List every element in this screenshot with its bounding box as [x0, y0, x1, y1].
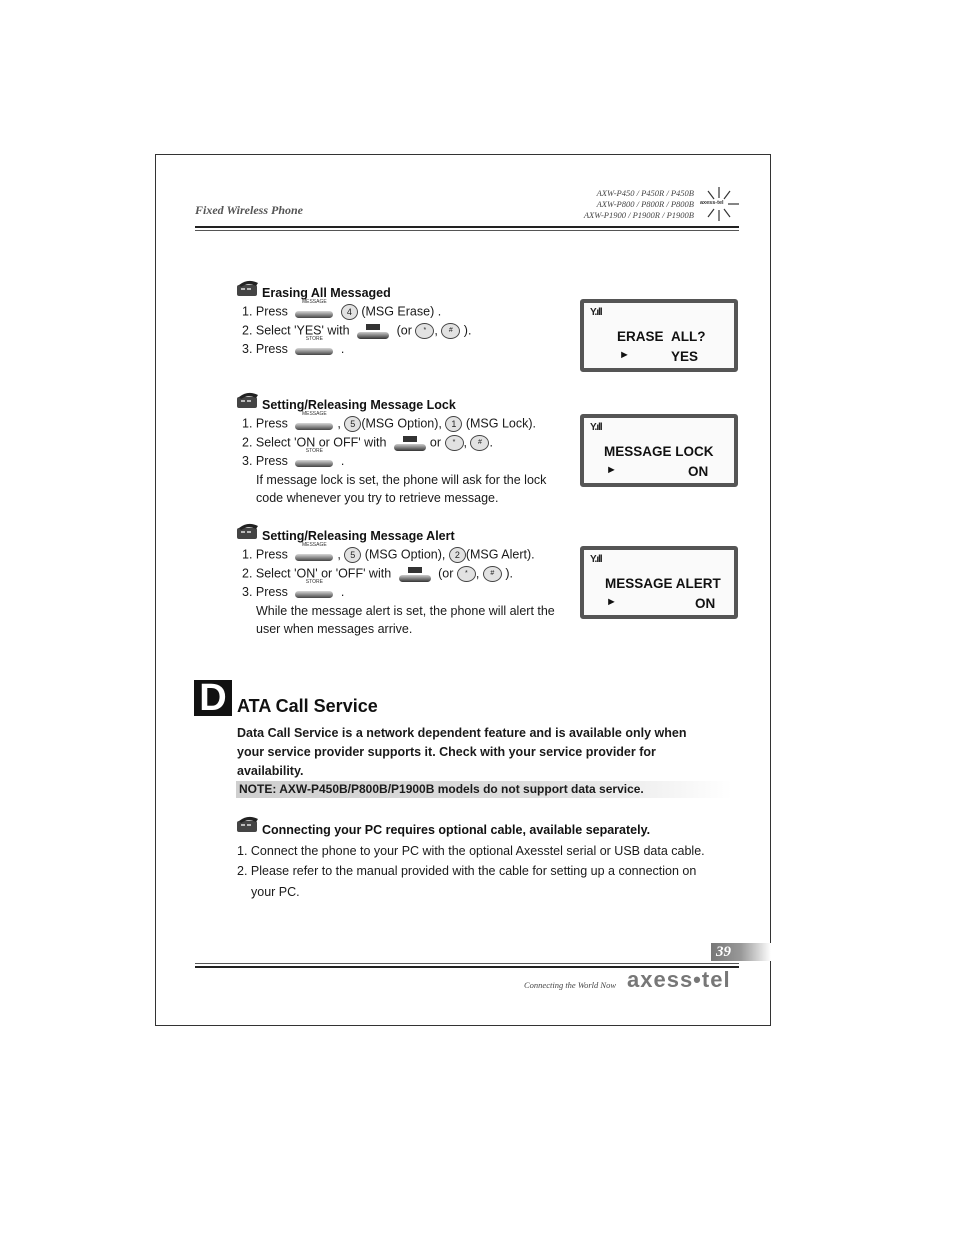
lcd-arrow-icon: ► — [619, 349, 630, 361]
page-number: 39 — [711, 943, 771, 961]
star-key-icon: * — [415, 323, 434, 339]
phone-icon — [236, 391, 260, 409]
message-key-icon: MESSAGE — [295, 550, 333, 561]
hash-key-icon: # — [441, 323, 460, 339]
key-2-icon: 2 — [449, 547, 466, 563]
data-call-subtitle: Connecting your PC requires optional cable, available separately. — [262, 823, 651, 837]
store-key-icon: STORE — [295, 587, 333, 598]
footer-tagline: Connecting the World Now — [524, 980, 617, 990]
drop-letter: D — [194, 680, 232, 716]
hash-key-icon: # — [470, 435, 489, 451]
lock-note: If message lock is set, the phone will ask for the lock code whenever you try to retrieve message. — [256, 473, 547, 505]
lcd-erase-line2: YES — [671, 349, 699, 364]
model-line-3: AXW-P1900 / P1900R / P1900B — [583, 210, 694, 220]
alert-note: While the message alert is set, the phone will alert the user when messages arrive. — [256, 604, 555, 636]
lcd-erase-line1a: ERASE — [617, 329, 664, 344]
erase-step-2: 2. Select 'YES' with (or * , # ). — [242, 323, 472, 338]
signal-icon: Y.ıll — [590, 554, 602, 565]
lcd-lock-line2: ON — [688, 464, 709, 479]
store-key-icon: STORE — [295, 344, 333, 355]
section-title-lock: Setting/Releasing Message Lock — [262, 398, 456, 412]
data-call-step-1: 1. Connect the phone to your PC with the optional Axesstel serial or USB data cable. — [237, 844, 705, 858]
model-line-2: AXW-P800 / P800R / P800B — [596, 199, 694, 209]
signal-icon: Y.ıll — [590, 422, 602, 433]
alert-step-3: 3. Press STORE . — [242, 579, 345, 599]
key-4-icon: 4 — [341, 304, 358, 320]
phone-icon — [236, 815, 260, 833]
phone-icon — [236, 279, 260, 297]
header-rule — [195, 226, 739, 228]
footer-logo: axess•tel — [627, 967, 731, 992]
section-title-alert: Setting/Releasing Message Alert — [262, 529, 455, 543]
key-5-icon: 5 — [344, 547, 361, 563]
lcd-alert-line2: ON — [695, 596, 716, 611]
data-call-step-2-cont: your PC. — [251, 885, 300, 899]
message-key-icon: MESSAGE — [295, 419, 333, 430]
lcd-erase — [580, 299, 738, 372]
model-line-1: AXW-P450 / P450R / P450B — [596, 188, 694, 198]
key-1-icon: 1 — [445, 416, 462, 432]
signal-icon: Y.ıll — [590, 307, 602, 318]
header-title: Fixed Wireless Phone — [195, 203, 304, 217]
alert-step-1: 1. Press MESSAGE , 5 (MSG Option), 2 (MSG Alert). — [242, 541, 535, 562]
lock-step-2: 2. Select 'ON or OFF' with or * , # . — [242, 435, 493, 450]
nav-key-icon — [399, 567, 431, 582]
lcd-lock-line1: MESSAGE LOCK — [604, 444, 714, 459]
message-key-icon: MESSAGE — [295, 307, 333, 318]
lcd-arrow-icon: ► — [606, 464, 617, 476]
erase-step-1: 1. Press MESSAGE 4 (MSG Erase) . — [242, 298, 442, 319]
footer-rule-thin — [195, 963, 739, 964]
data-call-intro: Data Call Service is a network dependent feature and is available only when your service provider supports it. Check with your service provider for availability. — [237, 726, 687, 778]
header-rule-thin — [195, 230, 739, 231]
alert-step-2: 2. Select 'ON' or 'OFF' with (or * , # ). — [242, 566, 513, 581]
lock-step-3: 3. Press STORE . — [242, 448, 345, 468]
nav-key-icon — [394, 436, 426, 451]
star-key-icon: * — [445, 435, 464, 451]
lcd-alert — [580, 546, 738, 619]
erase-step-3: 3. Press STORE . — [242, 336, 345, 356]
star-key-icon: * — [457, 566, 476, 582]
hash-key-icon: # — [483, 566, 502, 582]
lcd-arrow-icon: ► — [606, 596, 617, 608]
header-models — [584, 188, 694, 221]
section-heading: ATA Call Service — [237, 696, 378, 716]
lock-step-1: 1. Press MESSAGE , 5 (MSG Option), 1 (MSG Lock). — [242, 410, 537, 431]
lcd-erase-line1b: ALL? — [671, 329, 706, 344]
data-call-note: NOTE: AXW-P450B/P800B/P1900B models do not support data service. — [236, 781, 732, 798]
lcd-lock — [580, 414, 738, 487]
key-5-icon: 5 — [344, 416, 361, 432]
store-key-icon: STORE — [295, 456, 333, 467]
logo-small-text: axess-tel — [700, 200, 724, 206]
phone-icon — [236, 522, 260, 540]
nav-key-icon — [357, 324, 389, 339]
section-title-erase: Erasing All Messaged — [262, 286, 391, 300]
header-logo — [698, 186, 740, 222]
lcd-alert-line1: MESSAGE ALERT — [605, 576, 721, 591]
data-call-step-2: 2. Please refer to the manual provided with the cable for setting up a connection on — [237, 864, 697, 878]
